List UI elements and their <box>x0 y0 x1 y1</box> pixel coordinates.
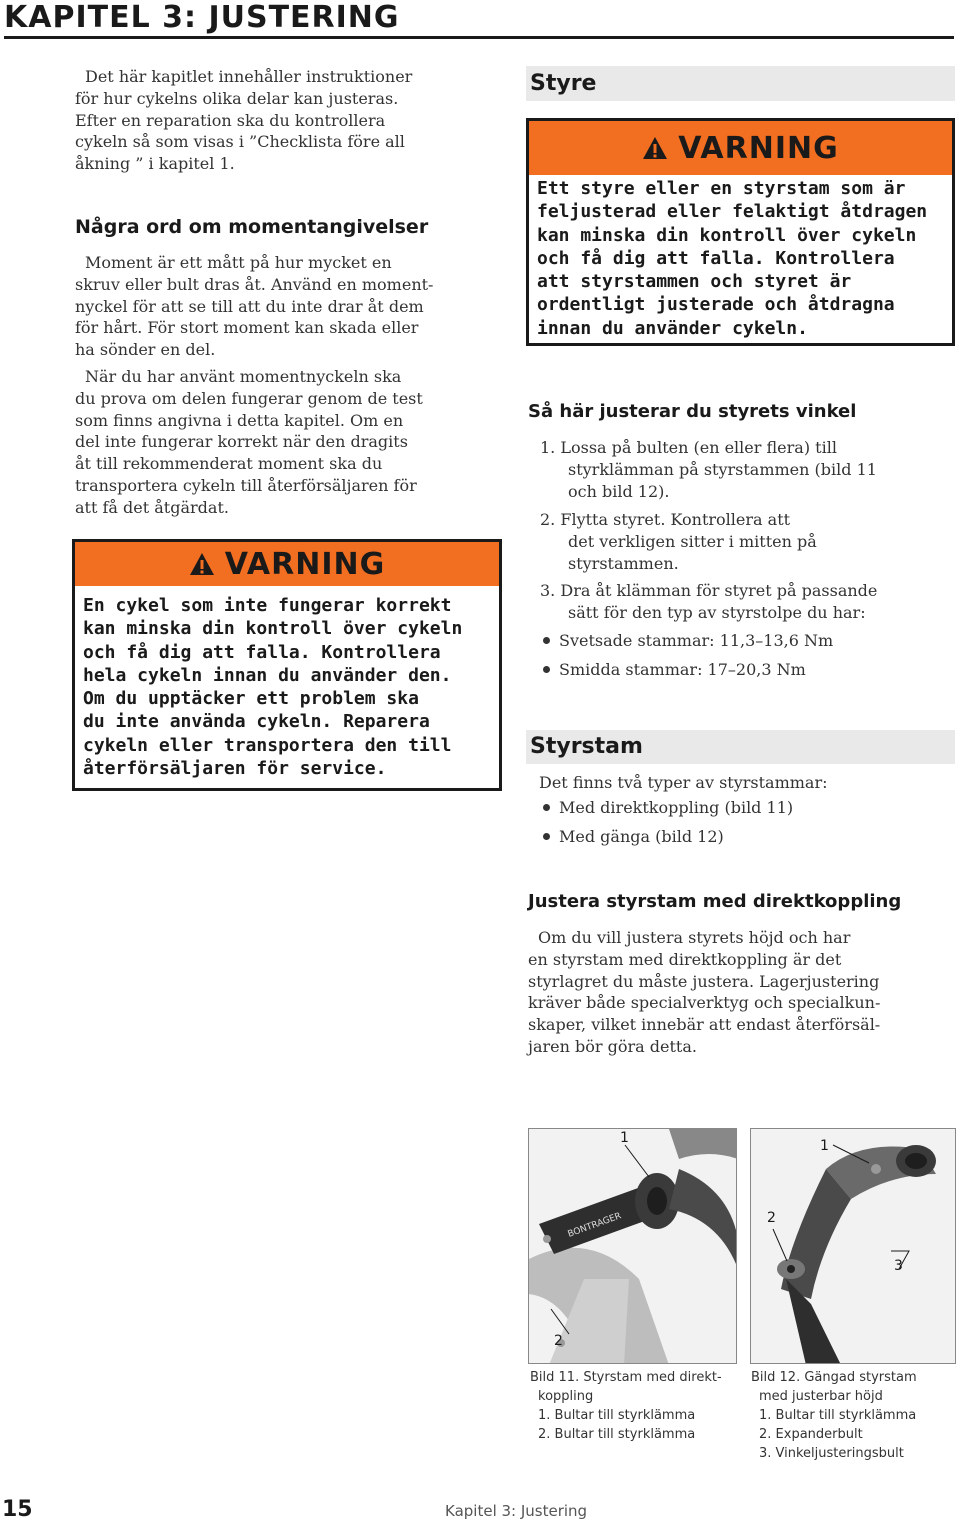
bullet-icon <box>543 637 550 644</box>
threaded-stem-illustration <box>751 1129 956 1364</box>
bullet-icon <box>543 804 550 811</box>
warning-title: VARNING <box>678 130 839 166</box>
torque-paragraph-2: När du har använt momentnyckeln ska du prova om delen fungerar genom de test som finns angivna i detta kapitel. Om en del inte fungerar korrekt när den dragits åt till rekommenderat moment ska du transportera cykeln till återförsäljaren för att få det åtgärdat. <box>75 367 423 517</box>
warning-header <box>75 542 499 586</box>
warning-text: En cykel som inte fungerar korrekt kan minska din kontroll över cykeln och få dig att falla. Kontrollera hela cykeln innan du använder den. Om du upptäcker ett problem ska du inte använda cykeln. Reparera cykeln eller transportera den till återförsäljaren för service. <box>83 595 463 780</box>
warning-text: Ett styre eller en styrstam som är feljusterad eller felaktigt åtdragen kan minska din kontroll över cykeln och få dig att falla. Kontrollera att styrstammen och styret är ordentligt justerade och åtdragna innan du använder cykeln. <box>537 178 928 339</box>
callout-3: 3 <box>894 1258 903 1274</box>
figure-12-photo <box>750 1128 956 1364</box>
callout-2: 2 <box>554 1333 563 1349</box>
bullet-icon <box>543 666 550 673</box>
page-number: 15 <box>2 1497 33 1522</box>
styrstam-bullet-threaded: Med gänga (bild 12) <box>559 827 724 846</box>
title-rule <box>4 36 954 39</box>
intro-paragraph: Det här kapitlet innehåller instruktioner för hur cykelns olika delar kan justeras. Efter en reparation ska du kontrollera cykeln så som visas i ”Checklista före all åkning ” i kapitel 1. <box>75 67 413 174</box>
torque-paragraph-1: Moment är ett mått på hur mycket en skruv eller bult dras åt. Använd en moment- nyckel för att se till att du inte drar åt dem för hårt. För stort moment kan skada eller ha sönder en del. <box>75 253 434 360</box>
threadless-stem-illustration <box>529 1129 737 1364</box>
step-2: 2. Flytta styret. Kontrollera att det verkligen sitter i mitten på styrstammen. <box>540 510 817 573</box>
figure-11-photo <box>528 1128 737 1364</box>
warning-triangle-icon <box>189 552 215 576</box>
torque-heading: Några ord om momentangivelser <box>75 216 429 238</box>
warning-title: VARNING <box>224 546 386 582</box>
torque-bullet-forged: Smidda stammar: 17–20,3 Nm <box>559 660 806 679</box>
step-3: 3. Dra åt klämman för styret på passande sätt för den typ av styrstolpe du har: <box>540 581 878 622</box>
angle-heading: Så här justerar du styrets vinkel <box>528 401 857 422</box>
direct-paragraph: Om du vill justera styrets höjd och har en styrstam med direktkoppling är det styrlagret du måste justera. Lagerjustering kräver både specialverktyg och specialkun- skaper, vilket innebär att endast återförsäl- jaren bör göra detta. <box>528 928 881 1056</box>
section-heading-styrstam: Styrstam <box>526 730 955 764</box>
direct-heading: Justera styrstam med direktkoppling <box>528 891 902 912</box>
warning-box-handlebar <box>526 118 955 346</box>
figure-11-caption: Bild 11. Styrstam med direkt- koppling 1. Bultar till styrklämma 2. Bultar till styrklämma <box>530 1370 722 1442</box>
figure-12-caption: Bild 12. Gängad styrstam med justerbar höjd 1. Bultar till styrklämma 2. Expanderbult 3. Vinkeljusteringsbult <box>751 1370 917 1461</box>
step-1: 1. Lossa på bulten (en eller flera) till styrklämman på styrstammen (bild 11 och bild 12). <box>540 438 877 501</box>
callout-2: 2 <box>767 1210 776 1226</box>
callout-1: 1 <box>620 1130 629 1146</box>
warning-header <box>529 121 952 175</box>
styrstam-bullet-direct: Med direktkoppling (bild 11) <box>559 798 794 817</box>
section-heading-styre: Styre <box>526 66 955 101</box>
styrstam-intro: Det finns två typer av styrstammar: <box>539 773 828 792</box>
running-footer: Kapitel 3: Justering <box>445 1502 588 1520</box>
chapter-title: KAPITEL 3: JUSTERING <box>4 0 400 35</box>
bullet-icon <box>543 833 550 840</box>
callout-1: 1 <box>820 1138 829 1154</box>
warning-triangle-icon <box>642 136 668 160</box>
torque-bullet-welded: Svetsade stammar: 11,3–13,6 Nm <box>559 631 834 650</box>
warning-box-general <box>72 539 502 791</box>
stem-brand-label: BONTRAGER <box>566 1211 623 1240</box>
